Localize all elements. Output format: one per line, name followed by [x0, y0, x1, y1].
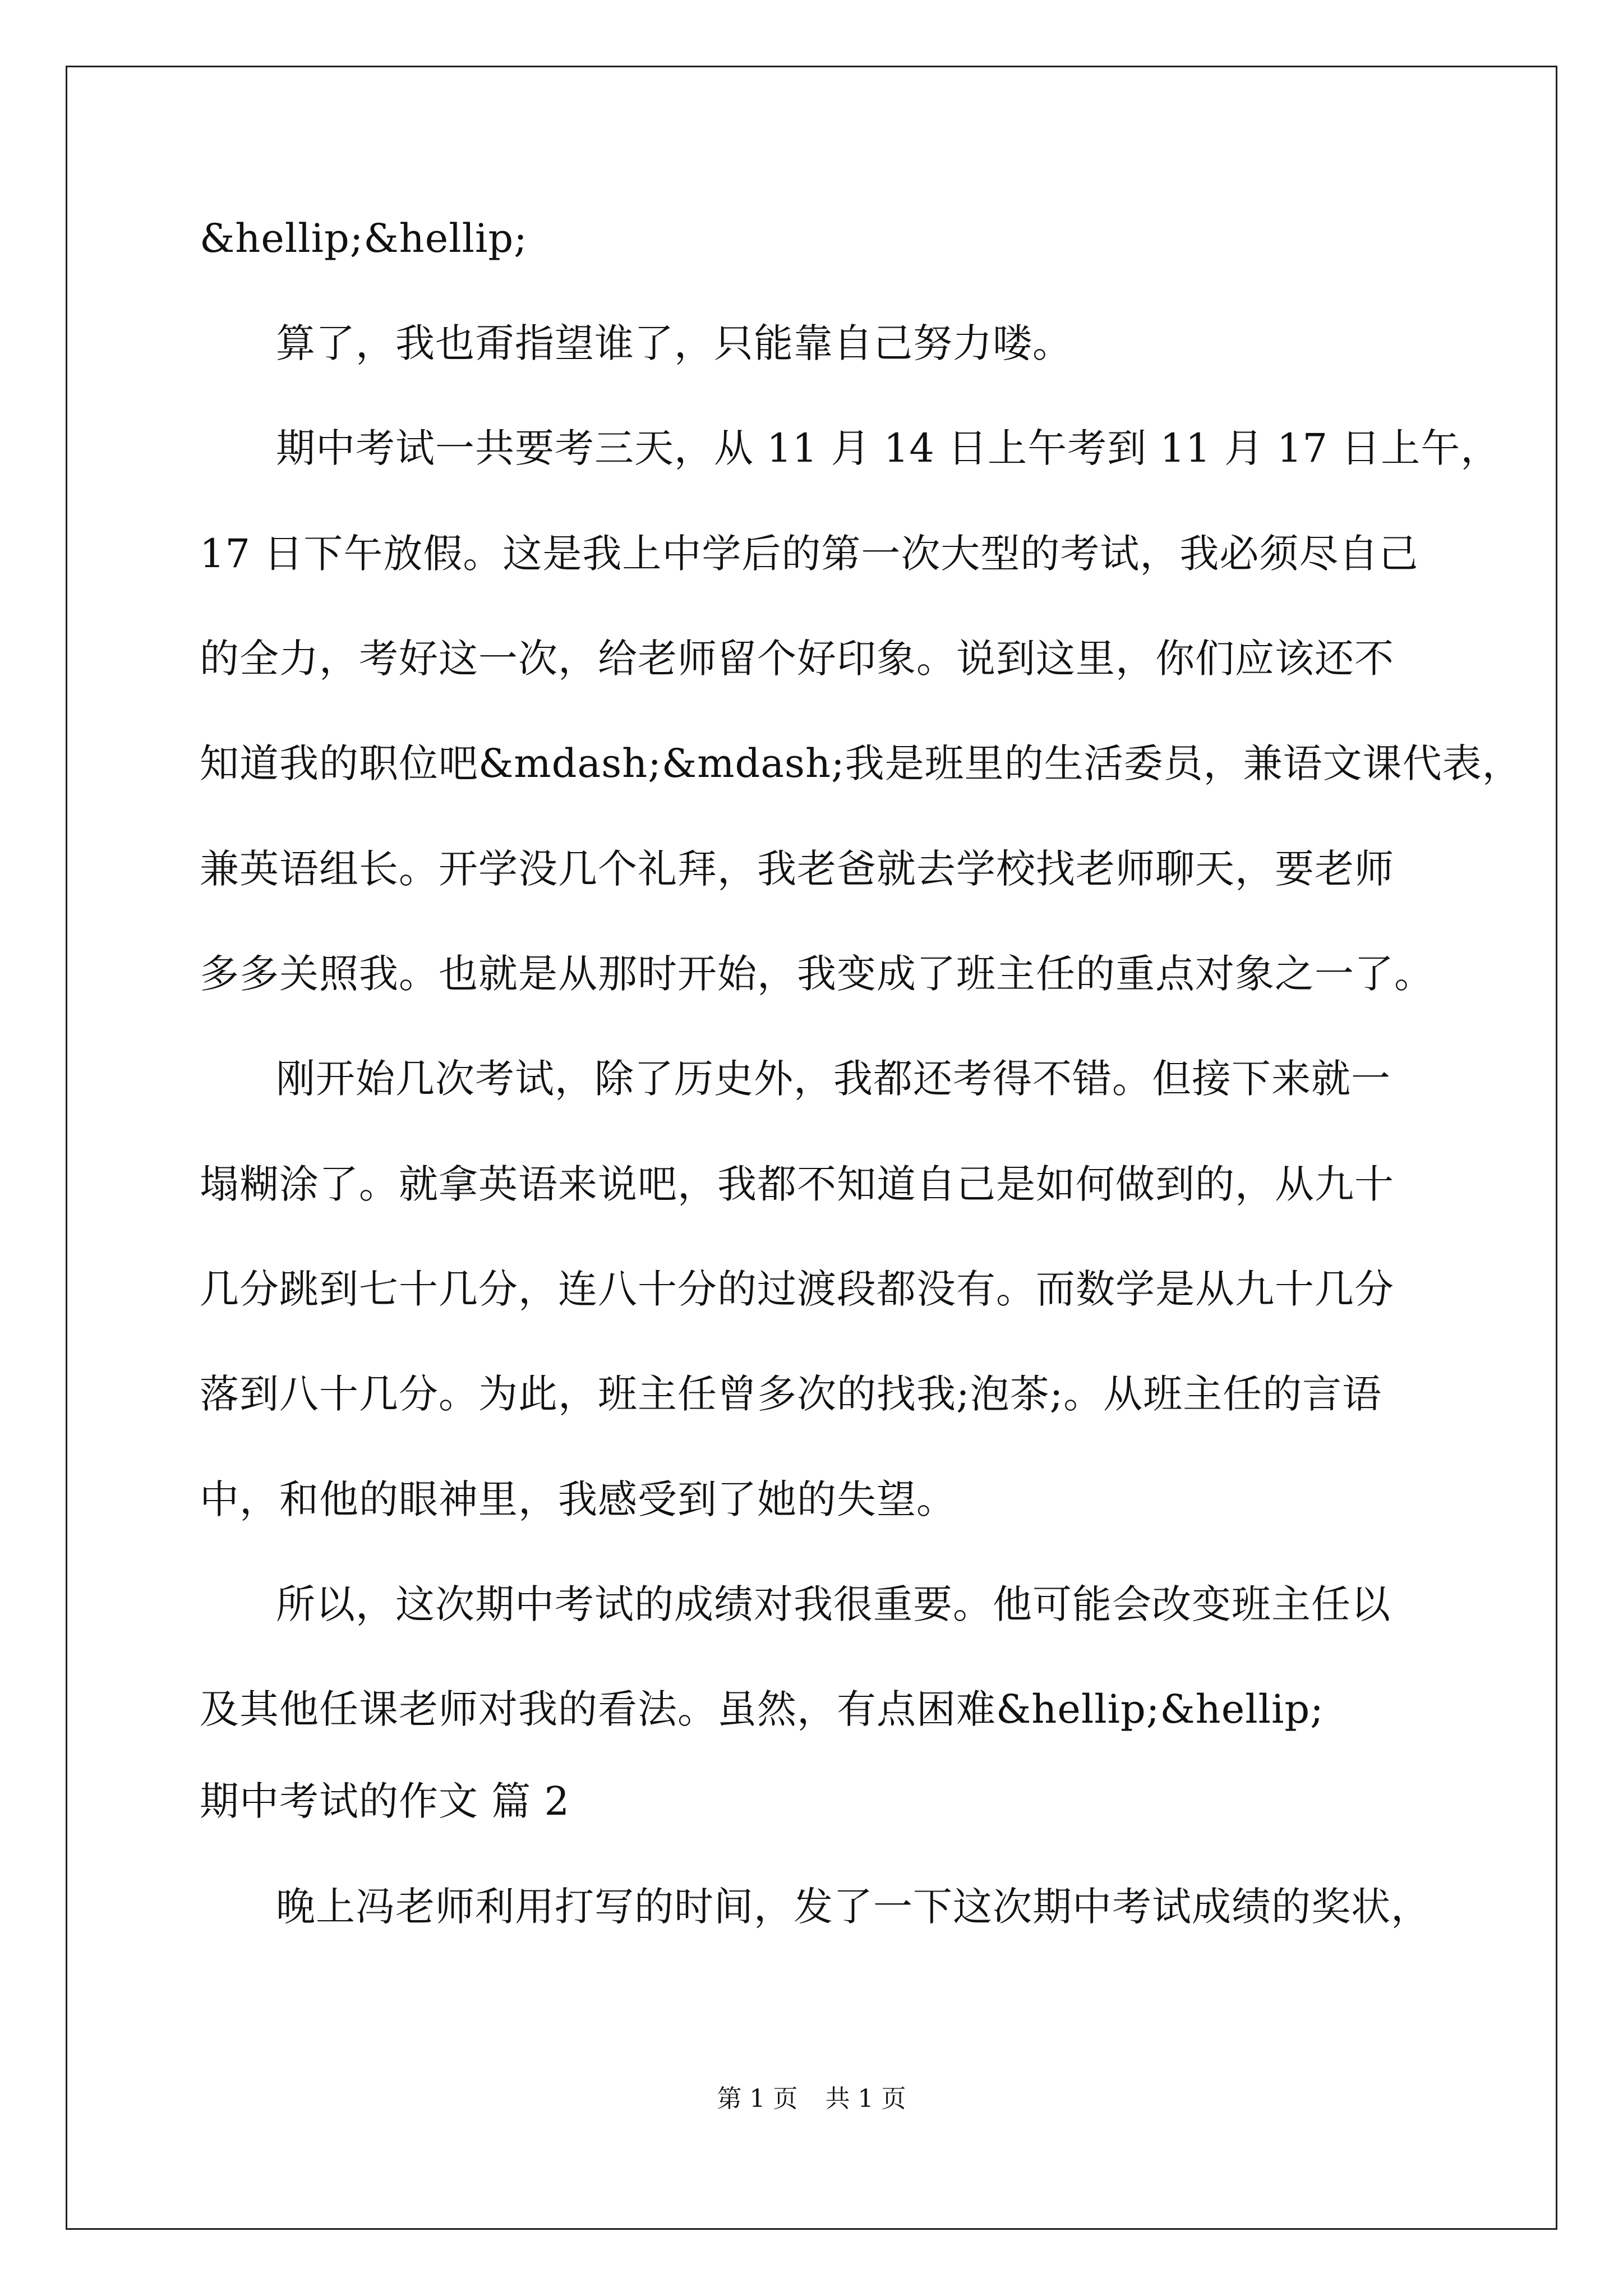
text-line: 17 日下午放假。这是我上中学后的第一次大型的考试，我必须尽自己 [200, 531, 1419, 577]
text-line: 及其他任课老师对我的看法。虽然，有点困难&hellip;&hellip; [200, 1686, 1324, 1732]
text-line: &hellip;&hellip; [200, 215, 528, 261]
text-line: 塌糊涂了。就拿英语来说吧，我都不知道自己是如何做到的，从九十 [200, 1161, 1394, 1207]
text-line: 中，和他的眼神里，我感受到了她的失望。 [200, 1476, 956, 1522]
text-line: 刚开始几次考试，除了历史外，我都还考得不错。但接下来就一 [196, 1056, 1391, 1102]
section-heading: 期中考试的作文 篇 2 [200, 1778, 570, 1824]
text-line: 落到八十几分。为此，班主任曾多次的找我;泡茶;。从班主任的言语 [200, 1371, 1382, 1417]
text-line: 期中考试一共要考三天，从 11 月 14 日上午考到 11 月 17 日上午， [196, 425, 1501, 471]
text-line: 多多关照我。也就是从那时开始，我变成了班主任的重点对象之一了。 [200, 951, 1434, 997]
text-line: 的全力，考好这一次，给老师留个好印象。说到这里，你们应该还不 [200, 636, 1394, 682]
text-line: 兼英语组长。开学没几个礼拜，我老爸就去学校找老师聊天，要老师 [200, 846, 1394, 892]
text-line: 知道我的职位吧&mdash;&mdash;我是班里的生活委员，兼语文课代表， [200, 740, 1522, 786]
text-line: 晚上冯老师利用打写的时间，发了一下这次期中考试成绩的奖状， [196, 1884, 1431, 1930]
text-line: 所以，这次期中考试的成绩对我很重要。他可能会改变班主任以 [196, 1581, 1391, 1627]
page-number: 第 1 页 [717, 2085, 798, 2113]
page-footer [0, 2087, 1623, 2111]
page-total: 共 1 页 [825, 2085, 906, 2113]
text-line: 算了，我也甭指望谁了，只能靠自己努力喽。 [196, 320, 1072, 366]
text-line: 几分跳到七十几分，连八十分的过渡段都没有。而数学是从九十几分 [200, 1266, 1394, 1312]
